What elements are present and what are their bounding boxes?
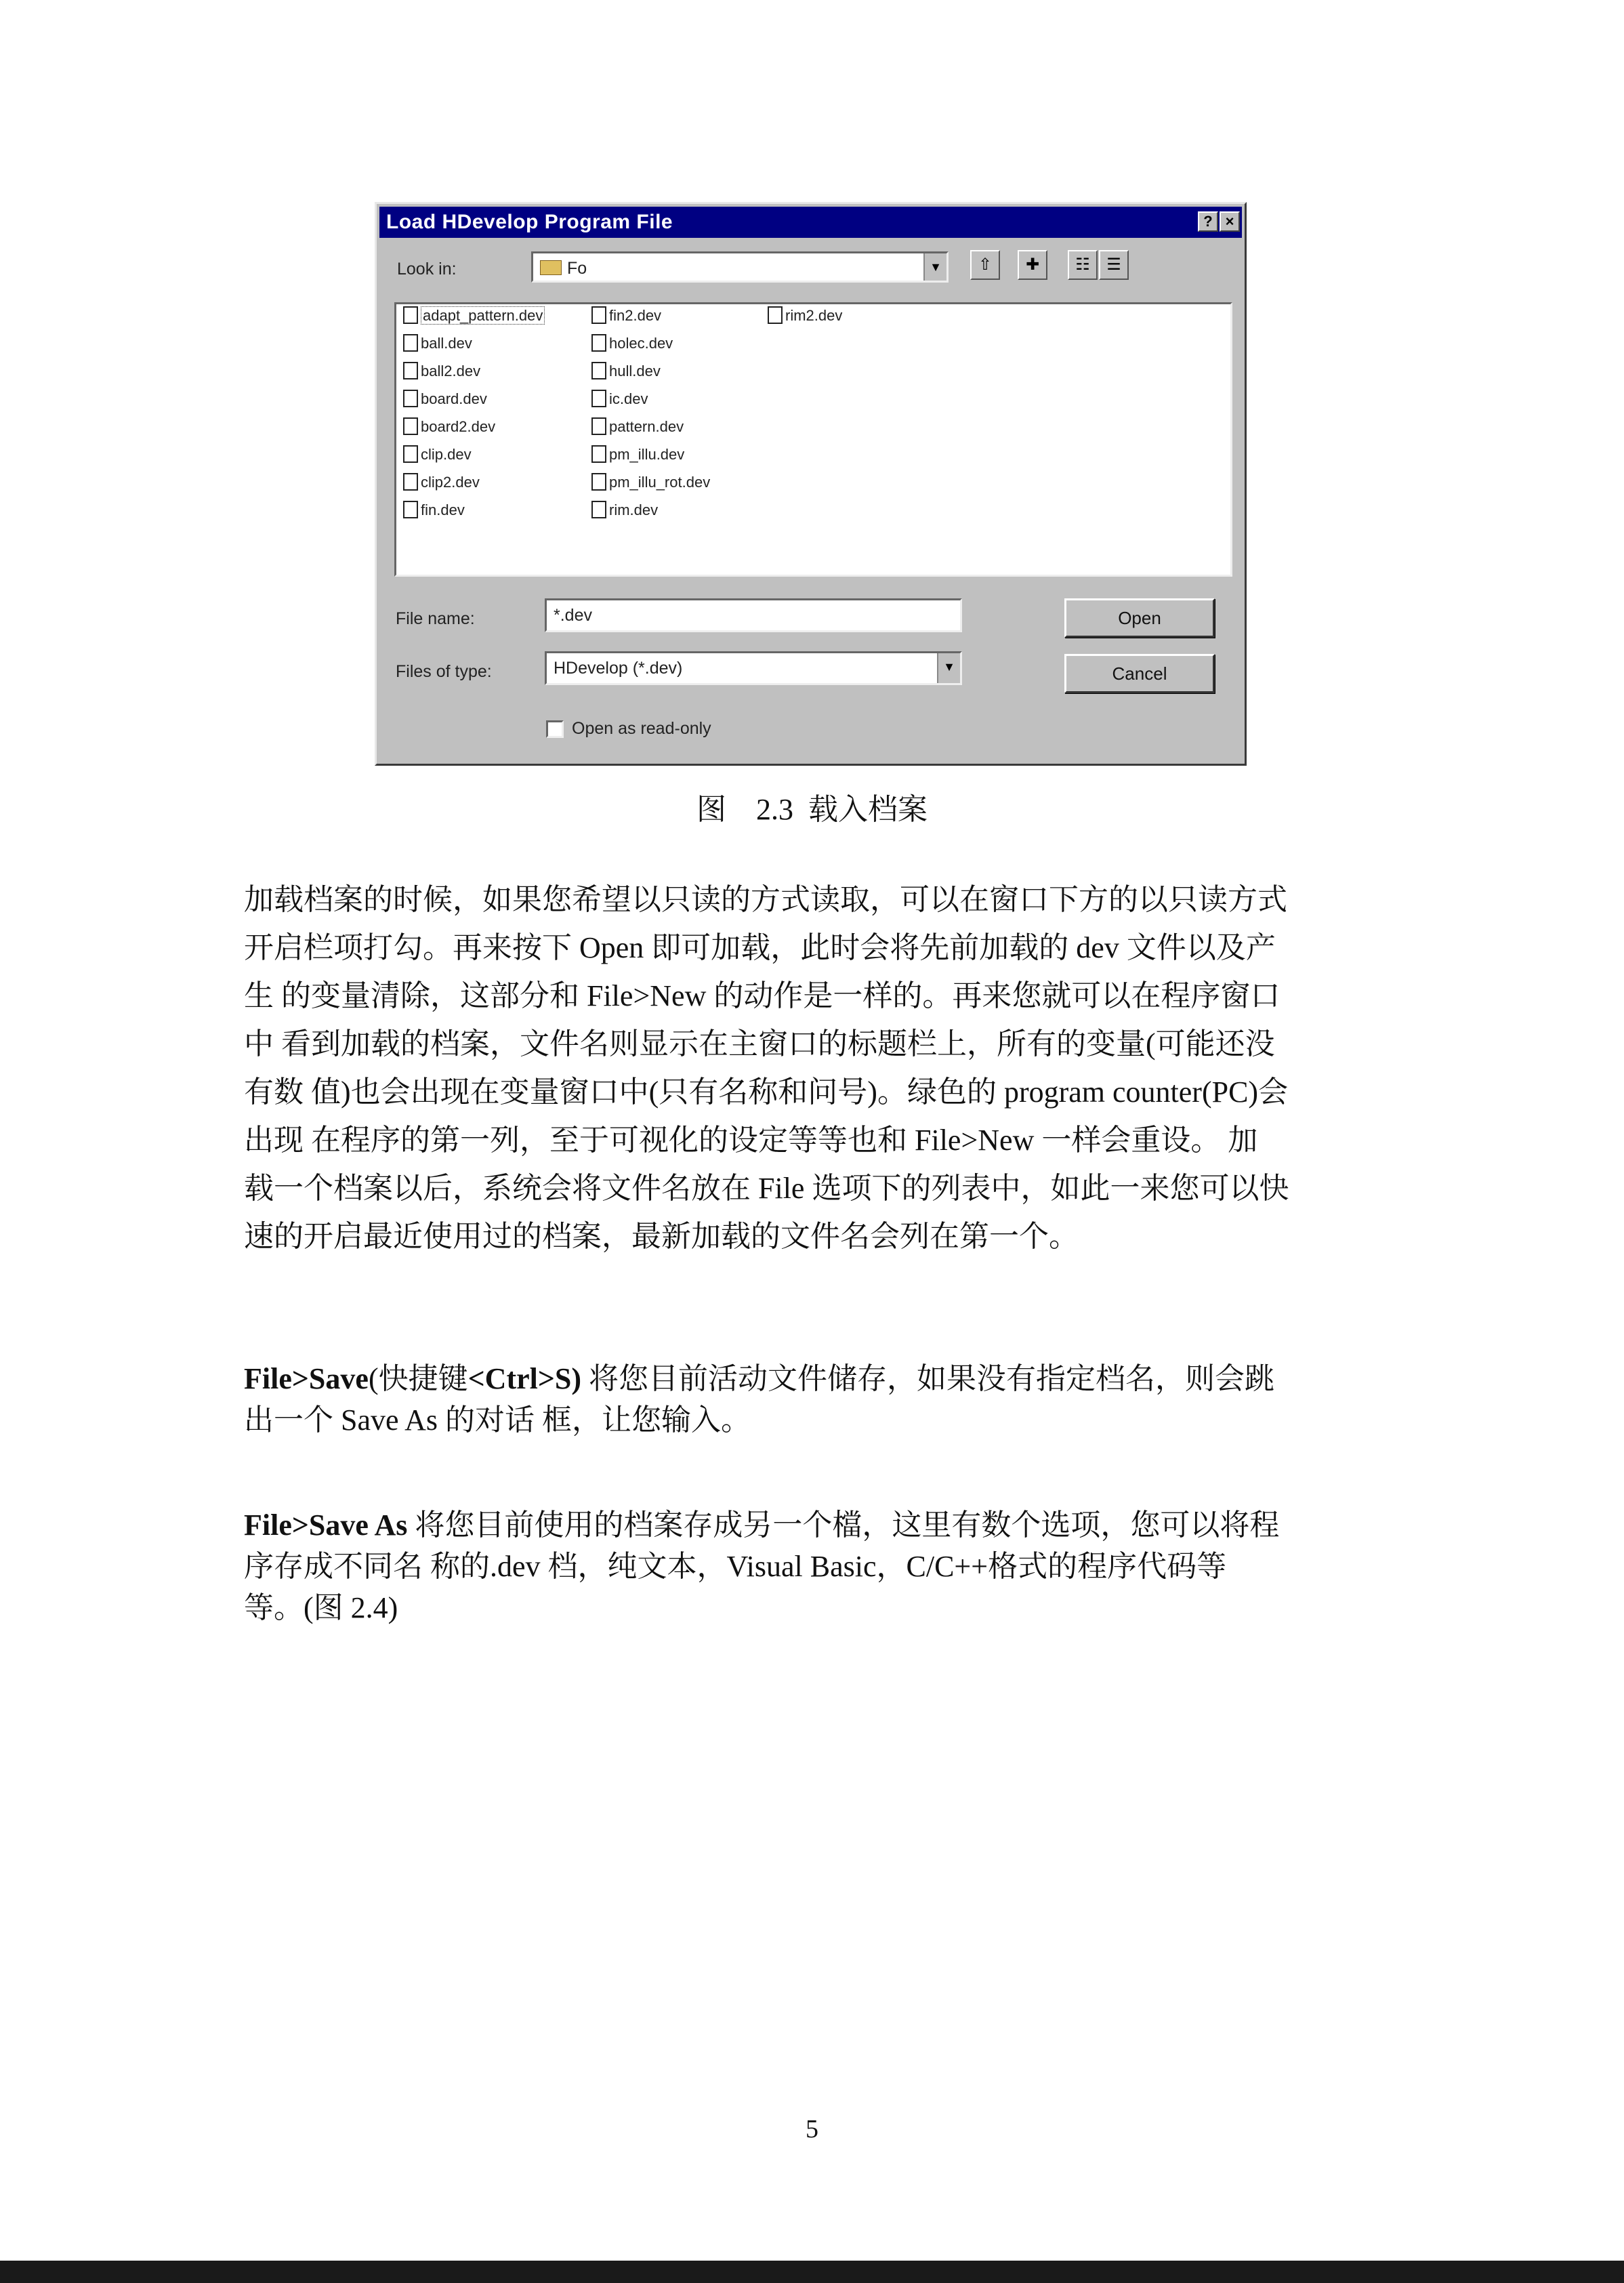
file-item[interactable]: board.dev <box>403 388 487 411</box>
text-line: 加载档案的时候，如果您希望以只读的方式读取，可以在窗口下方的以只读方式 <box>244 883 1287 916</box>
file-item[interactable]: rim2.dev <box>768 304 842 327</box>
file-icon <box>403 306 418 324</box>
file-item[interactable]: fin.dev <box>403 499 465 522</box>
text-line: 载一个档案以后，系统会将文件名放在 File 选项下的列表中，如此一来您可以快 <box>244 1172 1289 1205</box>
file-type-label: Files of type: <box>396 662 492 681</box>
file-item[interactable]: pm_illu.dev <box>591 443 684 466</box>
file-item[interactable]: ball2.dev <box>403 360 480 383</box>
paragraph-load-description <box>244 876 1369 1260</box>
close-icon[interactable]: × <box>1220 211 1240 232</box>
look-in-combo[interactable] <box>531 251 949 283</box>
up-one-level-icon[interactable]: ⇧ <box>970 250 1000 280</box>
text-line: 序存成不同名 称的.dev 档，纯文本，Visual Basic，C/C++格式的程序代码等 <box>244 1550 1227 1583</box>
file-item[interactable]: board2.dev <box>403 415 495 438</box>
file-save-term: File>Save <box>244 1362 369 1395</box>
file-save-as-term: File>Save As <box>244 1508 408 1542</box>
text-line: 等。(图 2.4) <box>244 1591 398 1624</box>
file-item[interactable]: clip2.dev <box>403 471 480 494</box>
file-item[interactable]: ic.dev <box>591 388 648 411</box>
file-item[interactable]: pm_illu_rot.dev <box>591 471 710 494</box>
file-item[interactable]: adapt_pattern.dev <box>403 304 545 327</box>
file-name-label: File name: <box>396 609 475 628</box>
file-item[interactable]: pattern.dev <box>591 415 684 438</box>
help-icon[interactable]: ? <box>1198 211 1218 232</box>
dropdown-arrow-icon[interactable]: ▼ <box>937 653 960 683</box>
file-icon <box>403 501 418 518</box>
load-program-dialog <box>375 202 1247 766</box>
file-icon <box>591 445 606 463</box>
file-icon <box>591 501 606 518</box>
text-line: File>Save As 将您目前使用的档案存成另一个檔，这里有数个选项，您可以将程 <box>244 1508 1280 1542</box>
bottom-edge-bar <box>0 2261 1624 2283</box>
text-line: 生 的变量清除，这部分和 File>New 的动作是一样的。再来您就可以在程序窗口 <box>244 979 1281 1012</box>
file-icon <box>403 473 418 491</box>
file-icon <box>403 445 418 463</box>
text-line: 有数 值)也会出现在变量窗口中(只有名称和问号)。绿色的 program counter(PC)会 <box>244 1075 1289 1109</box>
file-icon <box>403 334 418 352</box>
shortcut-key: <Ctrl>S) <box>467 1362 582 1395</box>
file-icon <box>591 334 606 352</box>
file-item[interactable]: holec.dev <box>591 332 673 355</box>
file-name-input[interactable]: *.dev <box>545 598 962 632</box>
file-item[interactable]: clip.dev <box>403 443 472 466</box>
file-item[interactable]: ball.dev <box>403 332 472 355</box>
look-in-label: Look in: <box>397 260 457 279</box>
text-line: 速的开启最近使用过的档案，最新加载的文件名会列在第一个。 <box>244 1220 1079 1253</box>
read-only-checkbox[interactable] <box>546 720 564 738</box>
page-number: 5 <box>806 2115 818 2143</box>
file-icon <box>403 417 418 435</box>
file-icon <box>591 362 606 379</box>
text-line: 开启栏项打勾。再来按下 Open 即可加载，此时会将先前加载的 dev 文件以及产 <box>244 931 1276 964</box>
paragraph-file-save <box>244 1358 1369 1441</box>
file-item[interactable]: fin2.dev <box>591 304 661 327</box>
file-icon <box>403 390 418 407</box>
folder-icon <box>540 260 562 275</box>
file-icon <box>768 306 783 324</box>
file-icon <box>591 390 606 407</box>
file-icon <box>403 362 418 379</box>
file-icon <box>591 306 606 324</box>
dialog-title: Load HDevelop Program File <box>386 211 673 233</box>
file-icon <box>591 417 606 435</box>
figure-caption: 图 2.3 载入档案 <box>696 793 928 826</box>
read-only-label: Open as read-only <box>572 719 711 738</box>
paragraph-file-save-as <box>244 1504 1369 1628</box>
open-button[interactable]: Open <box>1064 598 1215 638</box>
file-icon <box>591 473 606 491</box>
file-item[interactable]: hull.dev <box>591 360 661 383</box>
list-view-icon[interactable]: ☷ <box>1068 250 1098 280</box>
new-folder-icon[interactable]: ✚ <box>1018 250 1047 280</box>
file-list[interactable] <box>394 302 1232 577</box>
file-type-select[interactable]: HDevelop (*.dev) ▼ <box>545 651 962 685</box>
text-line: 出一个 Save As 的对话 框，让您输入。 <box>244 1403 751 1437</box>
cancel-button[interactable]: Cancel <box>1064 654 1215 693</box>
file-item[interactable]: rim.dev <box>591 499 658 522</box>
text-line: 出现 在程序的第一列，至于可视化的设定等等也和 File>New 一样会重设。 加 <box>244 1124 1258 1157</box>
text-line: File>Save(快捷键<Ctrl>S) 将您目前活动文件储存，如果没有指定档名，则会跳 <box>244 1362 1275 1395</box>
details-view-icon[interactable]: ☰ <box>1099 250 1129 280</box>
look-in-value: Fo <box>567 259 587 278</box>
dialog-titlebar <box>379 207 1242 238</box>
text-line: 中 看到加载的档案，文件名则显示在主窗口的标题栏上，所有的变量(可能还没 <box>244 1027 1275 1061</box>
dropdown-arrow-icon[interactable]: ▼ <box>923 253 946 281</box>
